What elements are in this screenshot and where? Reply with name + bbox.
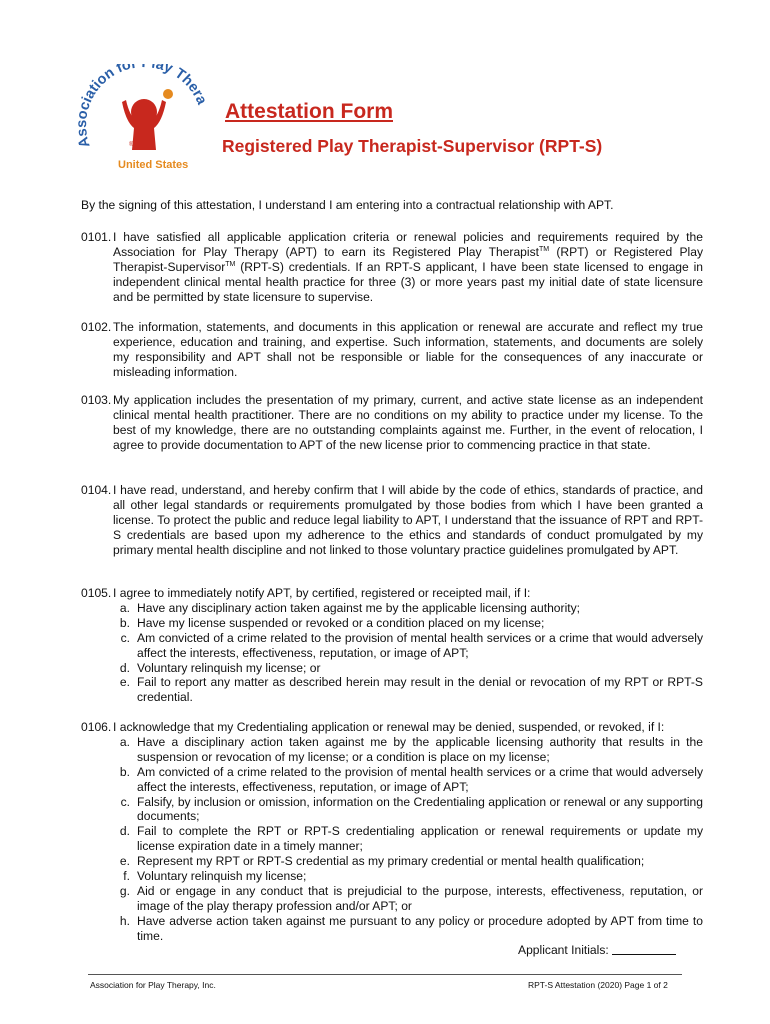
list-item: h. Have adverse action taken against me pursuant to any policy or procedure adopted by APT from time to time.	[119, 913, 703, 943]
form-title: Attestation Form	[225, 100, 393, 123]
form-subtitle: Registered Play Therapist-Supervisor (RPT-S)	[222, 136, 603, 156]
section-number: 0102.	[81, 320, 112, 334]
list-item: c. Am convicted of a crime related to the provision of mental health services or a crime that would adversely affect the interests, effectiveness, reputation, or image of APT;	[120, 630, 703, 660]
list-item: f. Voluntary relinquish my license;	[123, 869, 307, 884]
list-item: a. Have any disciplinary action taken against me by the applicable licensing authority;	[119, 600, 581, 615]
section-number: 0101.	[81, 230, 112, 244]
logo-trademark: ®	[129, 142, 134, 148]
list-item: d. Voluntary relinquish my license; or	[119, 660, 321, 675]
list-item: b. Have my license suspended or revoked or a condition placed on my license;	[119, 615, 545, 630]
section-number: 0105.	[81, 586, 112, 600]
logo-ball	[163, 89, 173, 99]
section-text: I acknowledge that my Credentialing application or renewal may be denied, suspended, or revoked, if I:	[113, 720, 665, 734]
list-item: b. Am convicted of a crime related to the provision of mental health services or a crime that would adversely affect the interests, effectiveness, reputation, or image of APT;	[119, 764, 703, 794]
section-number: 0103.	[81, 393, 112, 407]
section-0103	[81, 393, 703, 453]
list-item: e. Fail to report any matter as described herein may result in the denial or revocation of my RPT or RPT-S credential.	[119, 675, 703, 705]
section-text: I agree to immediately notify APT, by certified, registered or receipted mail, if I:	[113, 586, 531, 600]
intro-paragraph: By the signing of this attestation, I understand I am entering into a contractual relationship with APT.	[81, 198, 614, 212]
logo-graphic	[74, 64, 214, 176]
section-0101	[81, 230, 703, 305]
item-list	[113, 735, 703, 944]
list-item: d. Fail to complete the RPT or RPT-S credentialing application or renewal requirements or update my license expiration date in a timely manner;	[119, 824, 703, 854]
section-0102	[81, 320, 703, 380]
item-list	[113, 601, 703, 705]
section-number: 0106.	[81, 720, 112, 734]
list-item: c. Falsify, by inclusion or omission, information on the Credentialing application or renewal or any supporting documents;	[120, 794, 703, 824]
footer-page-info: RPT-S Attestation (2020) Page 1 of 2	[528, 980, 668, 990]
logo-arc-text-path: Association fo ay Thera	[74, 64, 210, 150]
section-text: My application includes the presentation of my primary, current, and active state license as an independent clinical mental health practitioner. There are no conditions on my ability to practice under my license. To the best of my knowledge, there are no outstanding complaints against me. Further, in the event of relocation, I agree to provide documentation to APT of the new license prior to commencing practice in that state.	[113, 393, 703, 452]
section-0105	[81, 586, 703, 705]
section-number: 0104.	[81, 483, 112, 497]
section-0106	[81, 720, 703, 944]
section-text: The information, statements, and documents in this application or renewal are accurate and reflect my true experience, education and training, and expertise. Such information, statements, and documents are solely my responsibility and APT shall not be responsible or liable for the consequences of any inaccurate or misleading information.	[113, 320, 703, 379]
footer-divider	[88, 974, 682, 975]
section-text: I have satisfied all applicable application criteria or renewal policies and requirements required by the Association for Play Therapy (APT) to earn its Registered Play Therapist™ (RPT) or Registered Play Therapist-Supervisor™ (RPT-S) credentials. If an RPT-S applicant, I have been state licensed to engage in independent clinical mental health practice for three (3) or more years past my initial date of state licensure and be permitted by state licensure to supervise.	[113, 230, 703, 304]
list-item: g. Aid or engage in any conduct that is prejudicial to the purpose, interests, effectiveness, reputation, or image of the play therapy profession and/or APT; or	[119, 883, 703, 913]
applicant-initials	[518, 942, 676, 957]
applicant-initials-field[interactable]	[612, 942, 676, 955]
logo-united-states: United States	[118, 159, 189, 171]
list-item: e. Represent my RPT or RPT-S credential as my primary credential or mental health qualification;	[119, 854, 645, 869]
list-item: a. Have a disciplinary action taken against me by the applicable licensing authority that results in the suspension or revocation of my license; or a condition is place on my license;	[119, 734, 703, 764]
section-text: I have read, understand, and hereby confirm that I will abide by the code of ethics, standards of practice, and all other legal standards or requirements promulgated by those bodies from which I have been granted a license. To protect the public and reduce legal liability to APT, I understand that the issuance of RPT and RPT-S credentials are based upon my adherence to the ethics and standards of conduct promulgated by my primary mental health discipline and not linked to those voluntary practice guidelines promulgated by APT.	[113, 483, 703, 557]
section-0104	[81, 483, 703, 558]
footer-organization: Association for Play Therapy, Inc.	[90, 980, 216, 990]
apt-logo	[74, 64, 214, 176]
applicant-initials-label: Applicant Initials:	[518, 943, 609, 957]
